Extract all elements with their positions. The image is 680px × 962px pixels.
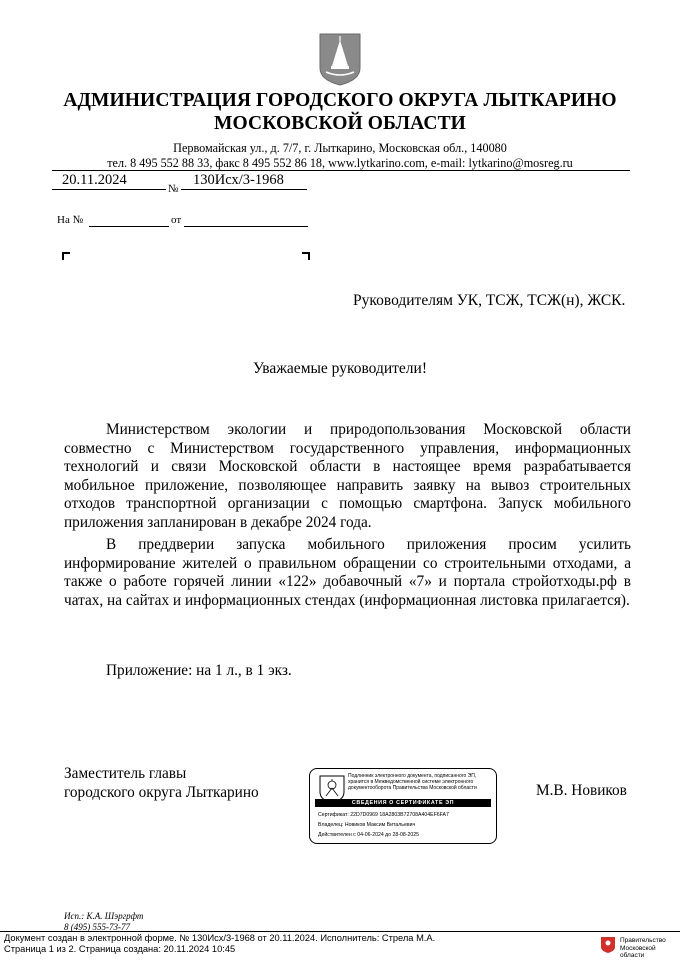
salutation: Уважаемые руководители! xyxy=(253,360,427,377)
signatory-position-line1: Заместитель главы xyxy=(64,765,187,782)
body-paragraph-1: Министерством экологии и природопользования Московской области совместно с Министерством государственного управления, информационных технологий и связи Московской области в настоящее время разрабатывается мобильное приложение, позволяющее направить заявку на вывоз строительных отходов транспортной организации с помощью смартфона. Запуск мобильного приложения запланирован в декабре 2024 года. xyxy=(64,421,631,531)
reply-number-label: На № xyxy=(57,214,84,226)
reply-number-line xyxy=(89,226,169,227)
footer-divider xyxy=(0,931,680,932)
attachment-note: Приложение: на 1 л., в 1 экз. xyxy=(106,662,292,679)
signatory-name: М.В. Новиков xyxy=(536,782,627,799)
gov-line1: Правительство xyxy=(620,937,666,944)
organization-address xyxy=(0,141,680,171)
government-logo-text xyxy=(620,937,676,960)
address-block-corner-left xyxy=(62,252,70,260)
org-title-line2: МОСКОВСКОЙ ОБЛАСТИ xyxy=(214,113,466,134)
government-emblem-icon xyxy=(600,936,616,954)
signatory-position xyxy=(64,765,259,802)
electronic-signature-stamp xyxy=(309,768,497,844)
stamp-description xyxy=(348,773,492,792)
government-logo xyxy=(600,934,676,958)
outgoing-date-field xyxy=(52,172,166,190)
address-block-corner-right xyxy=(302,252,310,260)
organization-title xyxy=(0,89,680,135)
footer-line2: Страница 1 из 2. Страница создана: 20.11.2024 10:45 xyxy=(4,944,236,954)
stamp-certificate-heading: СВЕДЕНИЯ О СЕРТИФИКАТЕ ЭП xyxy=(315,799,491,807)
city-emblem-icon xyxy=(318,32,362,86)
outgoing-number-field xyxy=(181,172,307,190)
stamp-text-line3: документооборота Правительства Московской области xyxy=(348,785,477,792)
org-title-line1: АДМИНИСТРАЦИЯ ГОРОДСКОГО ОКРУГА ЛЫТКАРИНО xyxy=(63,90,617,111)
number-label: № xyxy=(168,183,179,195)
signatory-position-line2: городского округа Лыткарино xyxy=(64,783,259,801)
address-line1: Первомайская ул., д. 7/7, г. Лыткарино, Московская обл., 140080 xyxy=(173,141,507,155)
reply-from-line xyxy=(184,226,308,227)
outgoing-date: 20.11.2024 xyxy=(62,172,127,188)
outgoing-number: 130Исх/3-1968 xyxy=(193,172,284,188)
gov-line2: Московской области xyxy=(620,944,656,959)
stamp-certificate: Сертификат: 22D7D0969 18A2803B72708A404EF6FA7 xyxy=(318,812,449,818)
executor-phone: 8 (495) 555-73-77 xyxy=(64,922,130,932)
stamp-text-line2: хранится в Межведомственной системе электронного xyxy=(348,779,474,786)
document-footer xyxy=(4,933,435,955)
stamp-text-line1: Подлинник электронного документа, подписанного ЭП, xyxy=(348,773,477,779)
header-divider xyxy=(52,170,630,171)
reply-from-label: от xyxy=(171,214,182,226)
body-paragraph-2: В преддверии запуска мобильного приложения просим усилить информирование жителей о правильном обращении со строительными отходами, а также о работе горячей линии «122» добавочный «7» и портала стройотходы.рф в чатах, на сайтах и информационных стендах (информационная листовка прилагается). xyxy=(64,536,631,609)
stamp-owner: Владелец: Новиков Максим Витальевич xyxy=(318,822,416,828)
address-line2: тел. 8 495 552 88 33, факс 8 495 552 86 18, www.lytkarino.com, e-mail: lytkarino@mosreg.ru xyxy=(107,156,573,170)
executor-name: Исп.: К.А. Шэргрфт xyxy=(64,911,144,921)
addressee: Руководителям УК, ТСЖ, ТСЖ(н), ЖСК. xyxy=(353,292,626,309)
stamp-validity: Действителен с 04-06-2024 до 28-08-2025 xyxy=(318,832,420,838)
footer-line1: Документ создан в электронной форме. № 130Исх/3-1968 от 20.11.2024. Исполнитель: Стрела М.А. xyxy=(4,933,436,943)
